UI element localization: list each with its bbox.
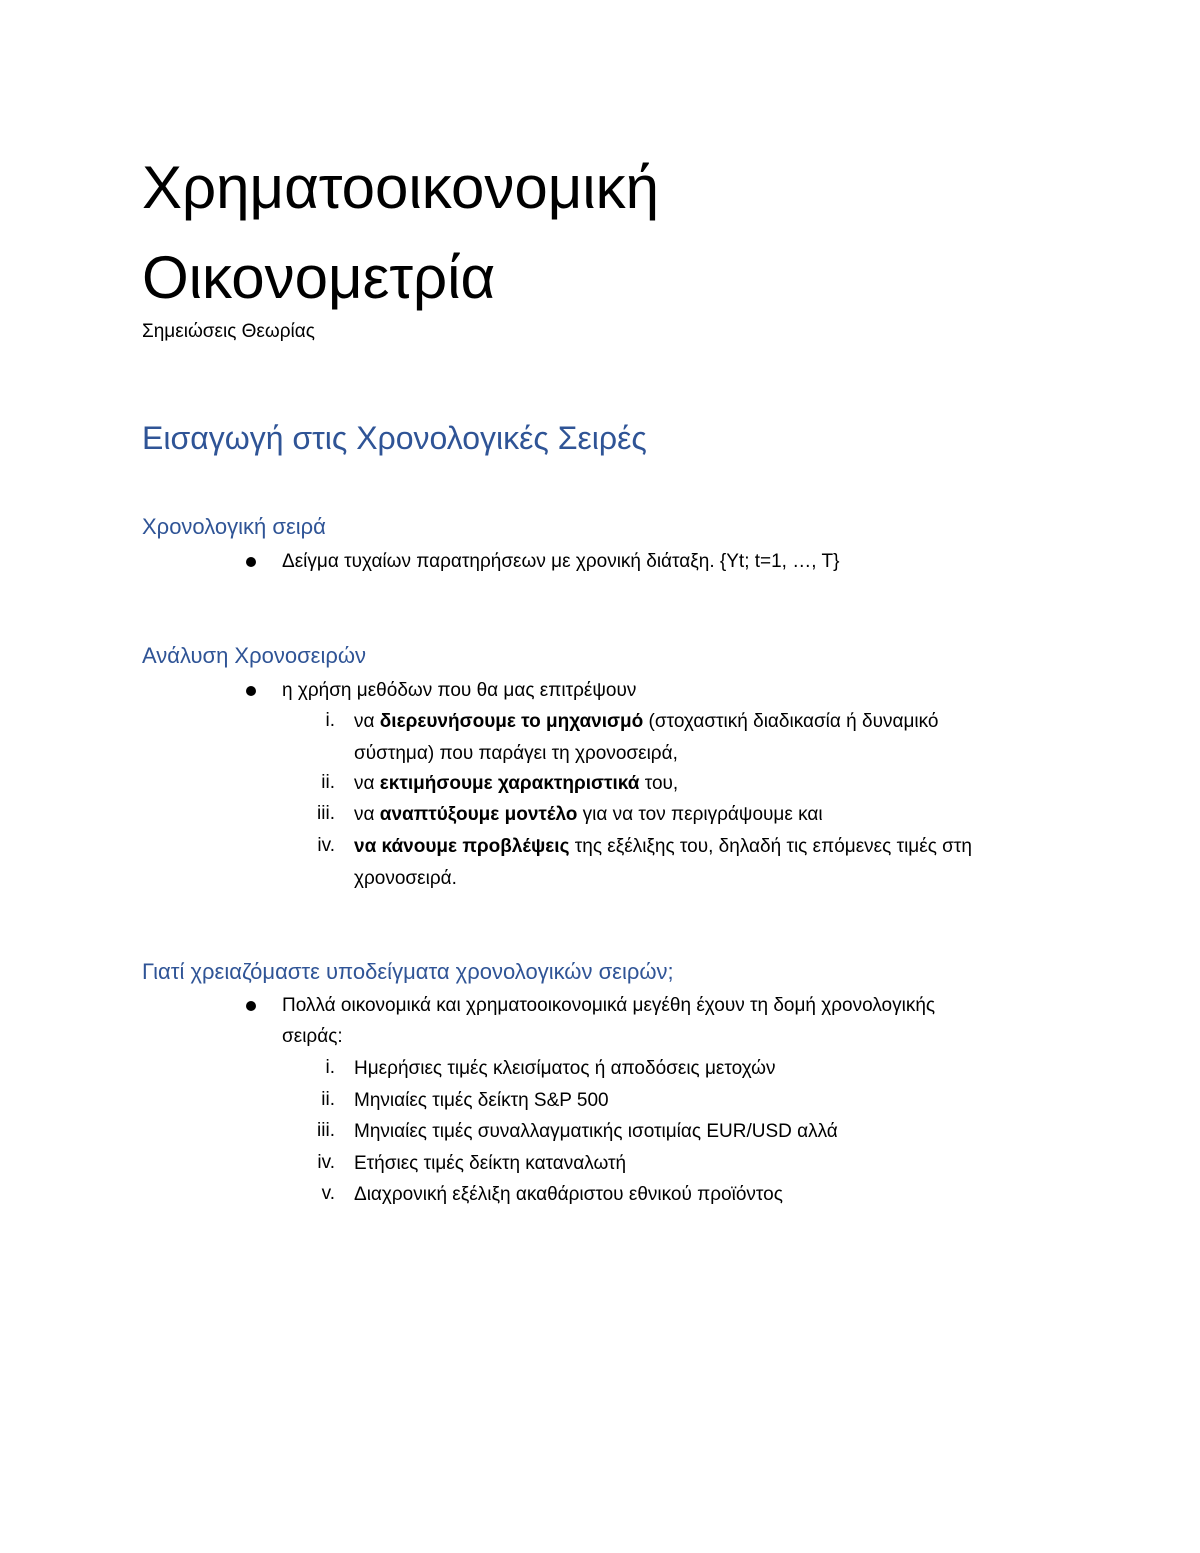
list-number: ii. (321, 1089, 335, 1110)
list-number: ii. (321, 772, 335, 793)
list-item: Ετήσιες τιμές δείκτη καταναλωτή (354, 1153, 627, 1174)
list-item-text: να (354, 773, 380, 794)
list-item-text: να (354, 711, 380, 732)
list-item-text: (στοχαστική διαδικασία ή δυναμικό (643, 711, 939, 732)
list-item-continuation: χρονοσειρά. (354, 868, 457, 889)
list-number: iv. (317, 835, 335, 856)
list-item-bold: διερευνήσουμε το μηχανισμό (379, 711, 644, 732)
list-item: Διαχρονική εξέλιξη ακαθάριστου εθνικού προϊόντος (354, 1184, 783, 1205)
sec3-heading: Γιατί χρειαζόμαστε υποδείγματα χρονολογικών σειρών; (142, 959, 674, 984)
bullet-dot (246, 1001, 256, 1011)
list-item (354, 798, 823, 831)
list-item: Ημερήσιες τιμές κλεισίματος ή αποδόσεις μετοχών (354, 1058, 776, 1079)
list-item (354, 767, 678, 800)
bullet-dot (246, 686, 256, 696)
list-number: i. (325, 1057, 335, 1078)
document-title-line-1: Χρηματοοικονομική (142, 154, 659, 221)
sec2-heading: Ανάλυση Χρονοσειρών (142, 643, 367, 668)
sec3-bullet-line-2: σειράς: (282, 1026, 343, 1047)
list-item: Μηνιαίες τιμές συναλλαγματικής ισοτιμίας EUR/USD αλλά (354, 1121, 838, 1142)
document-title-line-2: Οικονομετρία (142, 244, 496, 311)
bullet-dot (246, 557, 256, 567)
list-number: iii. (317, 803, 335, 824)
section-heading: Εισαγωγή στις Χρονολογικές Σειρές (142, 420, 647, 456)
document-subtitle: Σημειώσεις Θεωρίας (142, 321, 315, 342)
list-item-bold: εκτιμήσουμε χαρακτηριστικά (379, 773, 640, 794)
list-item-text: της εξέλιξης του, δηλαδή τις επόμενες τιμές στη (569, 836, 972, 857)
list-number: iii. (317, 1120, 335, 1141)
sec3-bullet-line-1: Πολλά οικονομικά και χρηματοοικονομικά μεγέθη έχουν τη δομή χρονολογικής (282, 995, 936, 1016)
list-number: v. (321, 1183, 335, 1204)
list-item-text: του, (639, 773, 679, 794)
list-item-text: για να τον περιγράψουμε και (577, 804, 823, 825)
list-item: Μηνιαίες τιμές δείκτη S&P 500 (354, 1090, 609, 1111)
list-item-bold: αναπτύξουμε μοντέλο (379, 804, 578, 825)
list-item-bold: να κάνουμε προβλέψεις (354, 836, 570, 857)
list-item-text: να (354, 804, 380, 825)
sec2-bullet: η χρήση μεθόδων που θα μας επιτρέψουν (282, 680, 637, 701)
list-number: i. (325, 710, 335, 731)
list-item (354, 830, 972, 863)
sec1-bullet: Δείγμα τυχαίων παρατηρήσεων με χρονική διάταξη. {Yt; t=1, …, T} (282, 551, 840, 572)
sec1-heading: Χρονολογική σειρά (142, 514, 326, 539)
list-number: iv. (317, 1152, 335, 1173)
list-item (354, 705, 1056, 738)
list-item-continuation: σύστημα) που παράγει τη χρονοσειρά, (354, 743, 678, 764)
